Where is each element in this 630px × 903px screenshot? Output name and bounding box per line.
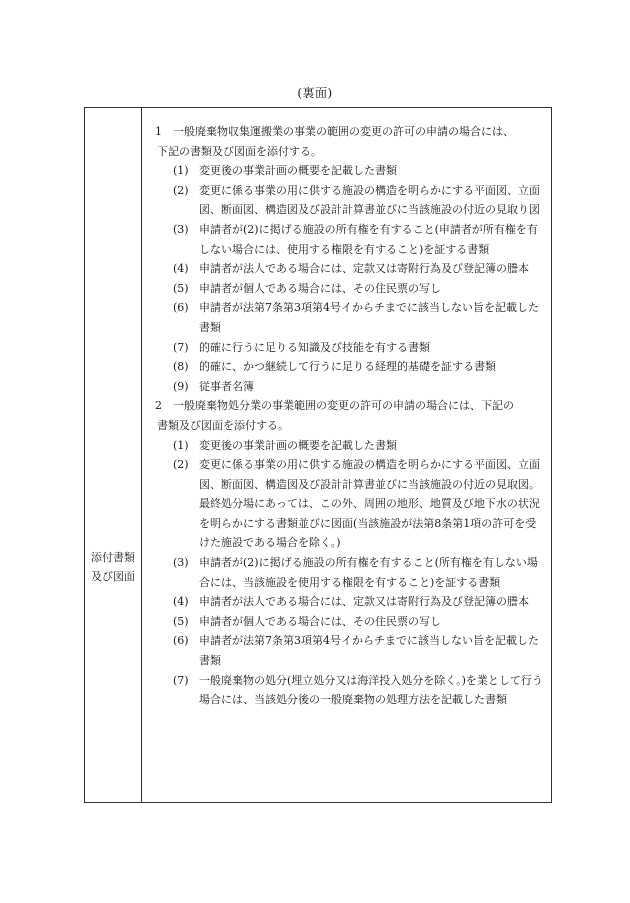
section-2 xyxy=(155,396,543,710)
item-number: (5) xyxy=(173,281,189,295)
list-item xyxy=(165,436,543,456)
list-item xyxy=(165,298,543,337)
section-text-continued: 下記の書類及び図面を添付する。 xyxy=(157,144,322,158)
item-text: 従事者名簿 xyxy=(199,379,254,393)
item-text: 申請者が個人である場合には、その住民票の写し xyxy=(199,281,441,295)
item-number: (8) xyxy=(173,360,189,374)
list-item xyxy=(165,671,543,710)
section-number: 1 xyxy=(155,125,162,138)
item-number: (7) xyxy=(173,673,189,687)
section-1 xyxy=(155,122,543,396)
list-item xyxy=(165,377,543,397)
section-text: 一般廃棄物収集運搬業の事業の範囲の変更の許可の申請の場合には、 xyxy=(173,125,514,138)
item-number: (1) xyxy=(173,164,189,178)
item-number: (6) xyxy=(173,301,189,315)
item-number: (9) xyxy=(173,379,189,393)
attachments-table xyxy=(84,107,552,803)
item-text: 変更後の事業計画の概要を記載した書類 xyxy=(199,164,397,178)
list-item xyxy=(165,161,543,181)
item-text: 申請者が法人である場合には、定款又は寄附行為及び登記簿の謄本 xyxy=(199,595,529,609)
label-cell xyxy=(85,108,142,802)
row-label-line1: 添付書類 xyxy=(91,551,135,564)
list-item xyxy=(165,220,543,259)
content-cell xyxy=(142,108,551,802)
item-text: 申請者が個人である場合には、その住民票の写し xyxy=(199,614,441,628)
section-text-continued: 書類及び図面を添付する。 xyxy=(157,418,289,432)
item-number: (6) xyxy=(173,634,189,648)
item-number: (3) xyxy=(173,556,189,570)
list-item xyxy=(165,631,543,670)
list-item xyxy=(165,592,543,612)
row-label xyxy=(85,548,141,586)
list-item xyxy=(165,553,543,592)
item-text: 変更に係る事業の用に供する施設の構造を明らかにする平面図、立面図、断面図、構造図及び設計計算書並びに当該施設の付近の見取図。最終処分場にあっては、この外、周囲の地形、地質及び地下水の状況を明らかにする書類並びに図面(当該施設が法第8条第1項の許可を受けた施設である場合を除く。) xyxy=(199,458,540,550)
row-label-line2: 及び図面 xyxy=(91,570,135,583)
item-text: 申請者が法人である場合には、定款又は寄附行為及び登記簿の謄本 xyxy=(199,262,529,276)
item-number: (4) xyxy=(173,262,189,276)
item-text: 申請者が法第7条第3項第4号イからチまでに該当しない旨を記載した書類 xyxy=(199,301,539,334)
section-number: 2 xyxy=(155,399,162,413)
item-text: 変更後の事業計画の概要を記載した書類 xyxy=(199,438,397,452)
section-heading xyxy=(155,122,543,142)
item-text: 的確に行うに足りる知識及び技能を有する書類 xyxy=(199,340,430,354)
item-text: 一般廃棄物の処分(埋立処分又は海洋投入処分を除く。)を業として行う場合には、当該処分後の一般廃棄物の処理方法を記載した書類 xyxy=(199,673,543,707)
item-number: (7) xyxy=(173,340,189,354)
item-text: 申請者が(2)に掲げる施設の所有権を有すること(申請者が所有権を有しない場合には、使用する権限を有すること)を証する書類 xyxy=(199,222,538,256)
item-number: (1) xyxy=(173,438,189,452)
list-item xyxy=(165,357,543,377)
item-text: 申請者が(2)に掲げる施設の所有権を有すること(所有権を有しない場合には、当該施設を使用する権限を有すること)を証する書類 xyxy=(199,556,538,589)
item-text: 変更に係る事業の用に供する施設の構造を明らかにする平面図、立面図、断面図、構造図及び設計計算書並びに当該施設の付近の見取り図 xyxy=(199,183,540,217)
item-number: (4) xyxy=(173,595,189,609)
item-text: 申請者が法第7条第3項第4号イからチまでに該当しない旨を記載した書類 xyxy=(199,634,539,668)
section-text: 一般廃棄物処分業の事業範囲の変更の許可の申請の場合には、下記の xyxy=(173,399,514,413)
list-item xyxy=(165,612,543,632)
item-number: (2) xyxy=(173,458,189,472)
item-number: (2) xyxy=(173,183,189,197)
item-number: (3) xyxy=(173,222,189,236)
page-heading: (裏面) xyxy=(297,86,333,100)
list-item xyxy=(165,338,543,358)
list-item xyxy=(165,279,543,299)
list-item xyxy=(165,259,543,279)
list-item xyxy=(165,181,543,220)
item-text: 的確に、かつ継続して行うに足りる経理的基礎を証する書類 xyxy=(199,360,496,374)
item-number: (5) xyxy=(173,614,189,628)
section-heading xyxy=(155,396,543,416)
list-item xyxy=(165,455,543,553)
